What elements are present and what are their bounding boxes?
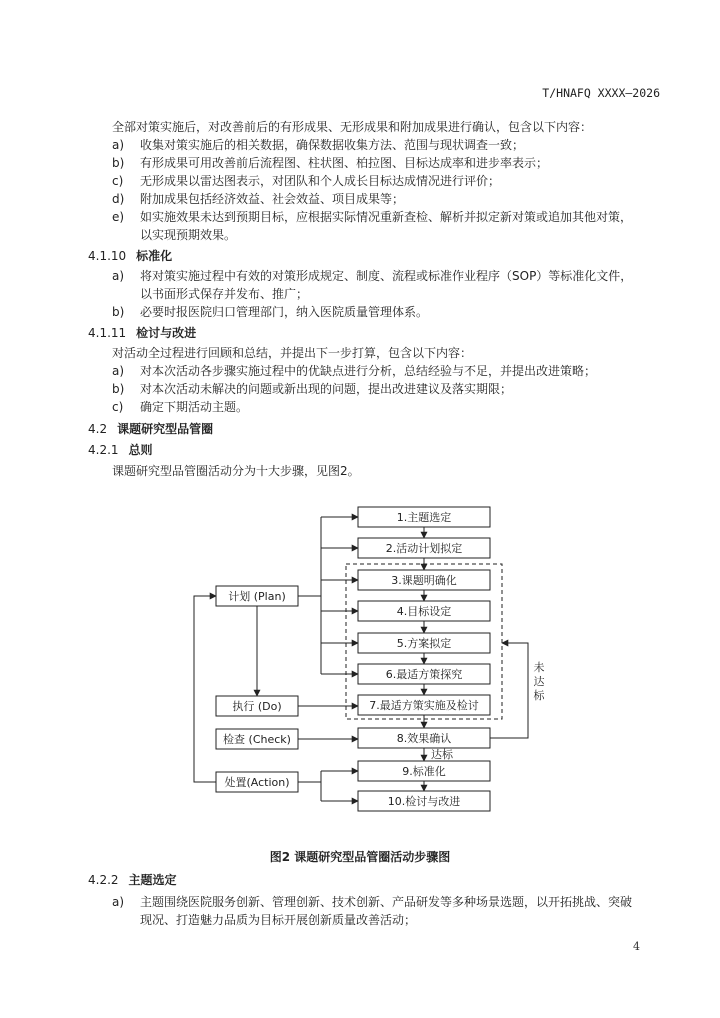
phase-label: 计划 (Plan) [228,590,286,603]
section-heading [88,872,177,888]
section-number: 4.1.10 [88,249,127,263]
section-text: 课题研究型品管圈活动分为十大步骤，见图2。 [112,464,360,478]
pdca-loop [194,596,216,782]
step-label: 9.标准化 [402,765,446,778]
section-intro: 对活动全过程进行回顾和总结，并提出下一步打算，包含以下内容： [112,346,473,360]
list-item: 主题围绕医院服务创新、管理创新、技术创新、产品研发等多种场景选题，以开拓挑战、突破 [140,895,633,909]
list-label: b) [112,156,125,170]
section-title: 主题选定 [128,873,177,887]
figure-caption: 图2 课题研究型品管圈活动步骤图 [269,850,451,864]
section-title: 总则 [128,443,153,457]
phase-label: 检查 (Check) [223,733,291,746]
step-label: 1.主题选定 [396,511,452,524]
list-item: 如实施效果未达到预期目标，应根据实际情况重新查检、解析并拟定新对策或追加其他对策， [140,210,633,224]
section-number: 4.2.1 [88,443,119,457]
section-number: 4.1.11 [88,326,127,340]
step-label: 10.检讨与改进 [387,795,461,808]
list-item: 确定下期活动主题。 [140,400,249,414]
list-item: 将对策实施过程中有效的对策形成规定、制度、流程或标准作业程序（SOP）等标准化文件， [140,269,633,283]
section-title: 课题研究型品管圈 [117,422,214,436]
list-item: 对本次活动未解决的问题或新出现的问题，提出改进建议及落实期限； [140,382,513,396]
list-label: a) [112,895,125,909]
document-id: T/HNAFQ XXXX—2026 [542,86,660,100]
list-item: 对本次活动各步骤实施过程中的优缺点进行分析，总结经验与不足，并提出改进策略； [140,364,597,378]
step-label: 3.课题明确化 [391,574,457,587]
page-number: 4 [633,940,640,953]
step-label: 7.最适方策实施及检讨 [369,699,479,712]
list-item: 收集对策实施后的相关数据，确保数据收集方法、范围与现状调查一致； [140,138,525,152]
reached-label: 达标 [431,748,453,761]
list-item: 必要时报医院归口管理部门，纳入医院质量管理体系。 [140,305,429,319]
intro-text: 全部对策实施后，对改善前后的有形成果、无形成果和附加成果进行确认，包含以下内容： [112,120,593,134]
section-number: 4.2 [88,422,108,436]
phase-label: 处置(Action) [224,776,290,789]
step-label: 2.活动计划拟定 [385,542,463,555]
list-label: a) [112,364,125,378]
list-label: b) [112,305,125,319]
list-item-continuation: 现况、打造魅力品质为目标开展创新质量改善活动； [140,913,417,927]
section-number: 4.2.2 [88,873,119,887]
list-label: c) [112,400,124,414]
section-heading [88,325,196,341]
phase-label: 执行 (Do) [232,700,282,713]
section-heading [88,421,213,437]
list-item: 无形成果以雷达图表示，对团队和个人成长目标达成情况进行评价； [140,174,501,188]
step-label: 8.效果确认 [396,732,452,745]
step-label: 4.目标设定 [396,605,452,618]
list-label: b) [112,382,125,396]
not-reached-label: 未达标 [533,661,545,702]
section-heading [88,442,153,458]
flowchart [0,497,720,827]
list-label: d) [112,192,125,206]
list-label: a) [112,269,125,283]
list-label: a) [112,138,125,152]
list-label: c) [112,174,124,188]
step-label: 6.最适方策探究 [385,668,463,681]
section-heading [88,248,172,264]
list-item-continuation: 以书面形式保存并发布、推广； [140,287,309,301]
section-title: 标准化 [136,249,173,263]
list-item: 附加成果包括经济效益、社会效益、项目成果等； [140,192,405,206]
section-title: 检讨与改进 [136,326,197,340]
list-item: 有形成果可用改善前后流程图、柱状图、柏拉图、目标达成率和进步率表示； [140,156,549,170]
list-label: e) [112,210,125,224]
step-label: 5.方案拟定 [396,637,452,650]
list-item-continuation: 以实现预期效果。 [140,228,237,242]
not-reached-loop [490,643,528,738]
